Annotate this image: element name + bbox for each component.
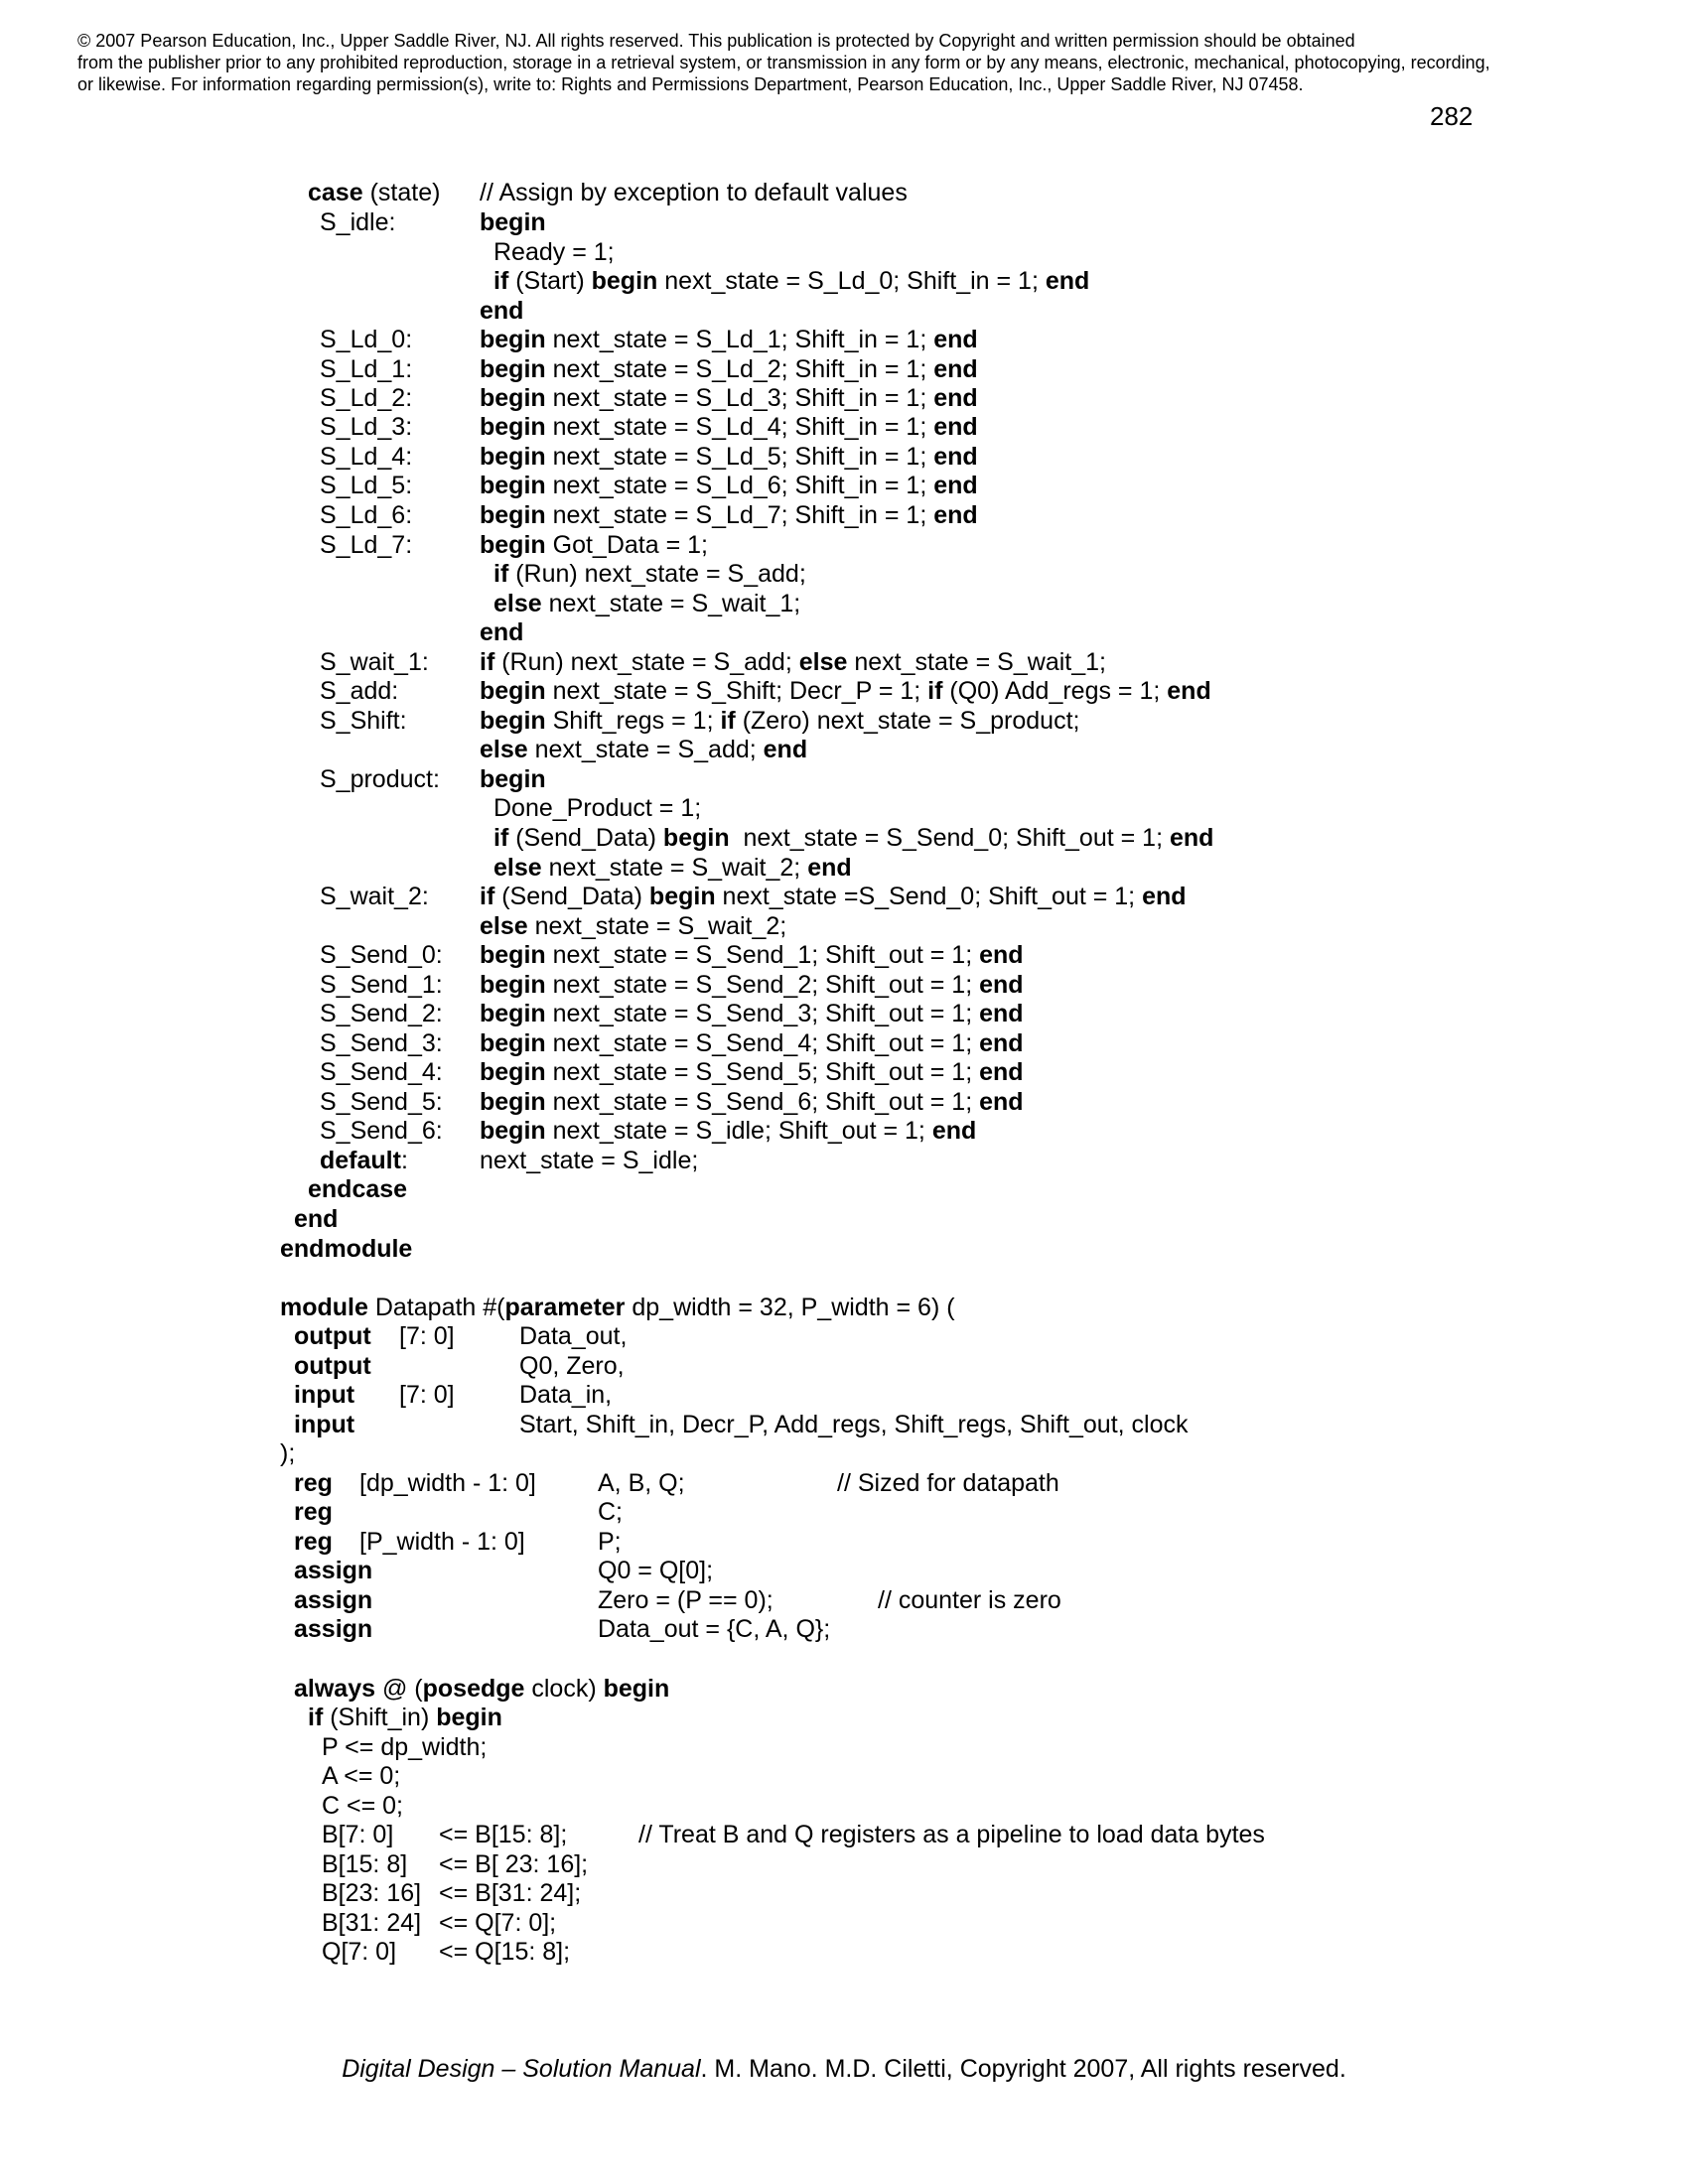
code-line bbox=[294, 1528, 333, 1557]
code-line bbox=[294, 1498, 333, 1527]
code-line bbox=[480, 531, 708, 560]
code-line bbox=[320, 971, 443, 1000]
code-line bbox=[320, 677, 398, 706]
code-text: A <= 0; bbox=[322, 1762, 401, 1790]
code-line bbox=[480, 443, 978, 472]
code-text: B[7: 0] bbox=[322, 1821, 394, 1848]
code-line bbox=[320, 1000, 443, 1028]
code-line bbox=[322, 1879, 421, 1908]
code-keyword: end bbox=[931, 1117, 977, 1145]
code-line bbox=[493, 238, 615, 267]
code-text: clock) bbox=[524, 1675, 604, 1703]
code-keyword: begin bbox=[603, 1675, 670, 1703]
code-keyword: begin bbox=[480, 384, 546, 412]
code-keyword: default bbox=[320, 1147, 401, 1174]
code-line bbox=[322, 1733, 487, 1762]
code-text: <= Q[7: 0]; bbox=[439, 1909, 557, 1937]
code-keyword: assign bbox=[294, 1615, 373, 1643]
code-keyword: end bbox=[480, 618, 524, 646]
code-keyword: end bbox=[979, 1029, 1024, 1057]
code-line bbox=[359, 1528, 525, 1557]
code-keyword: begin bbox=[480, 355, 546, 383]
code-keyword: begin bbox=[480, 1029, 546, 1057]
code-line bbox=[320, 765, 440, 794]
code-text: next_state = S_Ld_2; Shift_in = 1; bbox=[545, 355, 934, 383]
code-line bbox=[480, 971, 1024, 1000]
code-text: S_Send_5: bbox=[320, 1088, 443, 1116]
code-line bbox=[493, 560, 806, 589]
code-text: S_idle: bbox=[320, 208, 396, 236]
code-text: S_Send_2: bbox=[320, 1000, 443, 1027]
code-text: (Zero) next_state = S_product; bbox=[735, 707, 1080, 735]
code-keyword: begin bbox=[480, 765, 546, 793]
code-line bbox=[598, 1615, 830, 1644]
code-keyword: if bbox=[480, 648, 495, 676]
code-keyword: endmodule bbox=[280, 1235, 413, 1263]
code-line bbox=[294, 1352, 371, 1381]
code-text: Shift_regs = 1; bbox=[545, 707, 721, 735]
code-line bbox=[294, 1381, 354, 1410]
code-line bbox=[320, 384, 412, 413]
code-line bbox=[322, 1792, 403, 1821]
code-text: S_product: bbox=[320, 765, 440, 793]
footer-title: Digital Design – Solution Manual bbox=[342, 2055, 701, 2083]
code-line bbox=[480, 618, 523, 647]
code-text: next_state = S_Ld_3; Shift_in = 1; bbox=[545, 384, 934, 412]
code-line bbox=[493, 854, 852, 883]
code-keyword: end bbox=[933, 384, 978, 412]
code-text: : bbox=[400, 1147, 408, 1174]
code-line bbox=[598, 1586, 774, 1615]
code-text: (state) bbox=[362, 179, 441, 206]
code-keyword: reg bbox=[294, 1469, 333, 1497]
code-line bbox=[519, 1381, 612, 1410]
code-keyword: end bbox=[933, 443, 978, 471]
code-text: (Send_Data) bbox=[494, 883, 649, 910]
code-text: next_state = S_Ld_0; Shift_in = 1; bbox=[657, 267, 1046, 295]
code-text: S_add: bbox=[320, 677, 399, 705]
code-keyword: end bbox=[1142, 883, 1187, 910]
code-text: next_state = S_Send_3; Shift_out = 1; bbox=[545, 1000, 980, 1027]
code-text: Q0 = Q[0]; bbox=[598, 1557, 714, 1584]
code-line bbox=[598, 1557, 713, 1585]
code-line bbox=[320, 707, 407, 736]
code-text: Got_Data = 1; bbox=[545, 531, 708, 559]
footer-text: . M. Mano. M.D. Ciletti, Copyright 2007, All rights reserved. bbox=[700, 2055, 1346, 2083]
code-text: Start, Shift_in, Decr_P, Add_regs, Shift_regs, Shift_out, clock bbox=[519, 1411, 1189, 1438]
code-keyword: begin bbox=[480, 208, 546, 236]
code-keyword: begin bbox=[480, 1117, 546, 1145]
code-text: (Shift_in) bbox=[323, 1704, 437, 1731]
code-keyword: input bbox=[294, 1411, 355, 1438]
code-keyword: begin bbox=[480, 1058, 546, 1086]
code-line bbox=[322, 1762, 400, 1791]
code-text: B[23: 16] bbox=[322, 1879, 422, 1907]
code-line bbox=[320, 208, 395, 237]
code-line bbox=[320, 413, 412, 442]
code-keyword: if bbox=[927, 677, 943, 705]
code-keyword: else bbox=[493, 854, 542, 882]
code-text: <= B[ 23: 16]; bbox=[439, 1850, 589, 1878]
code-text: (Run) next_state = S_add; bbox=[508, 560, 806, 588]
code-line bbox=[294, 1675, 669, 1704]
code-keyword: end bbox=[933, 355, 978, 383]
code-keyword: begin bbox=[480, 326, 546, 353]
code-line bbox=[493, 590, 800, 618]
code-text: (Send_Data) bbox=[508, 824, 663, 852]
code-line bbox=[294, 1469, 333, 1498]
code-keyword: begin bbox=[480, 677, 546, 705]
code-line bbox=[294, 1586, 372, 1615]
copyright-line: © 2007 Pearson Education, Inc., Upper Saddle River, NJ. All rights reserved. This publication is protected by Copyright and written permission should be obtained bbox=[77, 31, 1355, 51]
code-text: S_Ld_3: bbox=[320, 413, 413, 441]
code-keyword: begin bbox=[480, 971, 546, 999]
code-text: <= Q[15: 8]; bbox=[439, 1938, 571, 1966]
code-text: S_Ld_5: bbox=[320, 472, 413, 499]
code-line bbox=[878, 1586, 1061, 1615]
code-keyword: end bbox=[1169, 824, 1214, 852]
code-keyword: if bbox=[493, 267, 509, 295]
code-text: (Start) bbox=[508, 267, 592, 295]
code-text: next_state = S_idle; bbox=[480, 1147, 699, 1174]
code-text: S_Shift: bbox=[320, 707, 407, 735]
code-text: next_state = S_Send_1; Shift_out = 1; bbox=[545, 941, 980, 969]
code-text: next_state = S_Send_4; Shift_out = 1; bbox=[545, 1029, 980, 1057]
code-line bbox=[320, 501, 412, 530]
code-text: S_Ld_2: bbox=[320, 384, 413, 412]
code-text: next_state = S_Send_2; Shift_out = 1; bbox=[545, 971, 980, 999]
code-text: next_state = S_wait_2; bbox=[527, 912, 787, 940]
code-text: S_Ld_7: bbox=[320, 531, 413, 559]
code-line bbox=[519, 1322, 627, 1351]
code-keyword: begin bbox=[480, 413, 546, 441]
code-line bbox=[322, 1821, 393, 1849]
code-text: // Treat B and Q registers as a pipeline to load data bytes bbox=[638, 1821, 1265, 1848]
code-text: [7: 0] bbox=[399, 1322, 455, 1350]
code-text: next_state = S_add; bbox=[527, 736, 764, 763]
code-text: next_state = S_Ld_4; Shift_in = 1; bbox=[545, 413, 934, 441]
code-keyword: if bbox=[493, 824, 509, 852]
code-text: dp_width = 32, P_width = 6) ( bbox=[625, 1294, 955, 1321]
code-line bbox=[837, 1469, 1059, 1498]
code-text: S_Ld_6: bbox=[320, 501, 413, 529]
code-text: S_wait_2: bbox=[320, 883, 429, 910]
code-keyword: if bbox=[308, 1704, 324, 1731]
code-line bbox=[480, 736, 807, 764]
code-line bbox=[439, 1850, 588, 1879]
code-keyword: output bbox=[294, 1352, 371, 1380]
code-line bbox=[308, 1175, 407, 1204]
code-text: next_state = S_wait_1; bbox=[847, 648, 1106, 676]
code-text: // Assign by exception to default values bbox=[480, 179, 908, 206]
code-text: next_state = S_Send_5; Shift_out = 1; bbox=[545, 1058, 980, 1086]
code-line bbox=[480, 1088, 1024, 1117]
code-line bbox=[439, 1821, 567, 1849]
code-keyword: begin bbox=[480, 531, 546, 559]
code-text: (Run) next_state = S_add; bbox=[494, 648, 799, 676]
code-line bbox=[480, 1058, 1024, 1087]
code-keyword: posedge bbox=[422, 1675, 525, 1703]
code-line bbox=[320, 443, 412, 472]
code-line bbox=[480, 297, 523, 326]
code-text: Data_out = {C, A, Q}; bbox=[598, 1615, 831, 1643]
code-text: P <= dp_width; bbox=[322, 1733, 488, 1761]
code-line bbox=[320, 1088, 443, 1117]
code-keyword: endcase bbox=[308, 1175, 408, 1203]
code-line bbox=[320, 883, 429, 911]
code-keyword: if bbox=[493, 560, 509, 588]
code-text: B[15: 8] bbox=[322, 1850, 408, 1878]
code-line bbox=[320, 941, 443, 970]
code-text: next_state = S_Shift; Decr_P = 1; bbox=[545, 677, 928, 705]
code-keyword: if bbox=[480, 883, 495, 910]
code-line bbox=[439, 1909, 556, 1938]
code-keyword: end bbox=[933, 326, 978, 353]
code-keyword: parameter bbox=[504, 1294, 626, 1321]
code-line bbox=[480, 413, 978, 442]
code-keyword: end bbox=[979, 941, 1024, 969]
code-text: next_state = S_Ld_6; Shift_in = 1; bbox=[545, 472, 934, 499]
code-line bbox=[480, 384, 978, 413]
code-keyword: module bbox=[280, 1294, 368, 1321]
code-text: Q[7: 0] bbox=[322, 1938, 397, 1966]
page-number: 282 bbox=[1430, 101, 1474, 131]
code-keyword: begin bbox=[480, 472, 546, 499]
code-line bbox=[480, 208, 546, 237]
code-keyword: input bbox=[294, 1381, 355, 1409]
code-keyword: begin bbox=[480, 1000, 546, 1027]
code-text: S_Send_6: bbox=[320, 1117, 443, 1145]
code-keyword: if bbox=[720, 707, 736, 735]
code-text: [P_width - 1: 0] bbox=[359, 1528, 525, 1556]
code-text: S_Ld_0: bbox=[320, 326, 413, 353]
code-keyword: end bbox=[763, 736, 808, 763]
code-text: (Q0) Add_regs = 1; bbox=[942, 677, 1168, 705]
code-line bbox=[322, 1909, 421, 1938]
code-line bbox=[320, 1029, 443, 1058]
code-text: C <= 0; bbox=[322, 1792, 403, 1820]
code-line bbox=[480, 1029, 1024, 1058]
code-keyword: begin bbox=[480, 443, 546, 471]
code-keyword: end bbox=[933, 413, 978, 441]
code-text: C; bbox=[598, 1498, 623, 1526]
code-keyword: else bbox=[480, 736, 528, 763]
code-line bbox=[480, 501, 978, 530]
code-line bbox=[399, 1322, 455, 1351]
code-line bbox=[598, 1498, 623, 1527]
code-keyword: assign bbox=[294, 1557, 373, 1584]
code-keyword: case bbox=[308, 179, 363, 206]
code-line bbox=[480, 648, 1106, 677]
code-text: S_Send_0: bbox=[320, 941, 443, 969]
code-text: next_state = S_Send_6; Shift_out = 1; bbox=[545, 1088, 980, 1116]
code-keyword: begin bbox=[662, 824, 730, 852]
code-line bbox=[294, 1205, 338, 1234]
code-keyword: end bbox=[1167, 677, 1211, 705]
code-text: S_Send_1: bbox=[320, 971, 443, 999]
code-text: // counter is zero bbox=[878, 1586, 1061, 1614]
code-text: next_state = S_wait_1; bbox=[541, 590, 801, 617]
code-line bbox=[320, 472, 412, 500]
code-keyword: end bbox=[933, 472, 978, 499]
code-text: next_state = S_Ld_5; Shift_in = 1; bbox=[545, 443, 934, 471]
code-keyword: end bbox=[294, 1205, 339, 1233]
code-text: ); bbox=[280, 1439, 296, 1467]
code-text: S_Ld_4: bbox=[320, 443, 413, 471]
code-text: A, B, Q; bbox=[598, 1469, 685, 1497]
code-line bbox=[320, 1147, 408, 1175]
code-text: next_state =S_Send_0; Shift_out = 1; bbox=[715, 883, 1143, 910]
code-line bbox=[320, 1117, 443, 1146]
code-keyword: end bbox=[1045, 267, 1090, 295]
code-keyword: reg bbox=[294, 1528, 333, 1556]
code-text: [7: 0] bbox=[399, 1381, 455, 1409]
code-keyword: end bbox=[979, 1088, 1024, 1116]
code-text: P; bbox=[598, 1528, 622, 1556]
code-line bbox=[294, 1322, 371, 1351]
code-line bbox=[480, 677, 1211, 706]
code-text: Zero = (P == 0); bbox=[598, 1586, 774, 1614]
code-keyword: else bbox=[480, 912, 528, 940]
code-line bbox=[320, 1058, 443, 1087]
code-keyword: end bbox=[807, 854, 852, 882]
code-line bbox=[480, 707, 1079, 736]
code-text: next_state = S_Send_0; Shift_out = 1; bbox=[729, 824, 1170, 852]
code-text: Q0, Zero, bbox=[519, 1352, 625, 1380]
code-line bbox=[480, 912, 786, 941]
code-line bbox=[280, 1235, 412, 1264]
code-line bbox=[598, 1528, 622, 1557]
code-line bbox=[280, 1439, 295, 1468]
code-line bbox=[480, 941, 1024, 970]
code-line bbox=[359, 1469, 536, 1498]
code-keyword: output bbox=[294, 1322, 371, 1350]
code-keyword: end bbox=[933, 501, 978, 529]
code-line bbox=[638, 1821, 1265, 1849]
code-line bbox=[480, 1000, 1024, 1028]
code-line bbox=[480, 883, 1187, 911]
code-line bbox=[439, 1938, 570, 1967]
code-keyword: end bbox=[979, 971, 1024, 999]
code-line bbox=[493, 794, 701, 823]
code-keyword: begin bbox=[480, 941, 546, 969]
code-keyword: begin bbox=[480, 707, 546, 735]
code-text: S_Send_4: bbox=[320, 1058, 443, 1086]
code-line bbox=[598, 1469, 685, 1498]
code-text: Data_in, bbox=[519, 1381, 613, 1409]
code-keyword: always bbox=[294, 1675, 376, 1703]
code-line bbox=[280, 1294, 955, 1322]
code-line bbox=[480, 765, 546, 794]
code-line bbox=[322, 1850, 407, 1879]
code-text: <= B[31: 24]; bbox=[439, 1879, 582, 1907]
code-text: <= B[15: 8]; bbox=[439, 1821, 568, 1848]
code-keyword: reg bbox=[294, 1498, 333, 1526]
code-line bbox=[308, 179, 440, 207]
code-line bbox=[519, 1352, 625, 1381]
code-line bbox=[308, 1704, 502, 1732]
code-text: Done_Product = 1; bbox=[493, 794, 702, 822]
code-line bbox=[294, 1557, 372, 1585]
code-line bbox=[320, 355, 412, 384]
code-line bbox=[294, 1615, 372, 1644]
footer bbox=[0, 2055, 1688, 2084]
code-keyword: begin bbox=[436, 1704, 502, 1731]
code-keyword: end bbox=[979, 1058, 1024, 1086]
code-line bbox=[480, 1117, 976, 1146]
code-line bbox=[320, 531, 412, 560]
code-text: S_wait_1: bbox=[320, 648, 429, 676]
code-line bbox=[322, 1938, 396, 1967]
code-line bbox=[493, 267, 1089, 296]
code-text: Data_out, bbox=[519, 1322, 628, 1350]
code-line bbox=[294, 1411, 354, 1439]
code-line bbox=[439, 1879, 581, 1908]
code-keyword: else bbox=[798, 648, 848, 676]
code-text: S_Send_3: bbox=[320, 1029, 443, 1057]
code-text: Datapath #( bbox=[367, 1294, 505, 1321]
code-line bbox=[399, 1381, 455, 1410]
copyright-line: from the publisher prior to any prohibited reproduction, storage in a retrieval system, or transmission in any form or by any means, electronic, mechanical, photocopying, recording, bbox=[77, 53, 1490, 72]
code-line bbox=[480, 472, 978, 500]
code-text: next_state = S_idle; Shift_out = 1; bbox=[545, 1117, 932, 1145]
code-keyword: begin bbox=[648, 883, 716, 910]
code-line bbox=[480, 326, 978, 354]
code-line bbox=[493, 824, 1213, 853]
code-text: // Sized for datapath bbox=[837, 1469, 1059, 1497]
code-keyword: begin bbox=[480, 501, 546, 529]
code-line bbox=[480, 179, 908, 207]
code-text: @ ( bbox=[375, 1675, 423, 1703]
code-line bbox=[519, 1411, 1189, 1439]
code-text: S_Ld_1: bbox=[320, 355, 413, 383]
code-keyword: begin bbox=[591, 267, 658, 295]
code-text: next_state = S_Ld_1; Shift_in = 1; bbox=[545, 326, 934, 353]
code-keyword: assign bbox=[294, 1586, 373, 1614]
code-keyword: end bbox=[480, 297, 524, 325]
code-text: B[31: 24] bbox=[322, 1909, 422, 1937]
copyright-line: or likewise. For information regarding permission(s), write to: Rights and Permissions Department, Pearson Education, Inc., Upper Saddle River, NJ 07458. bbox=[77, 74, 1304, 94]
code-line bbox=[320, 648, 429, 677]
code-text: [dp_width - 1: 0] bbox=[359, 1469, 536, 1497]
code-line bbox=[320, 326, 412, 354]
code-text: Ready = 1; bbox=[493, 238, 615, 266]
code-line bbox=[480, 355, 978, 384]
code-keyword: end bbox=[979, 1000, 1024, 1027]
code-text: next_state = S_Ld_7; Shift_in = 1; bbox=[545, 501, 934, 529]
code-keyword: begin bbox=[480, 1088, 546, 1116]
code-keyword: else bbox=[493, 590, 542, 617]
code-text: next_state = S_wait_2; bbox=[541, 854, 808, 882]
code-line bbox=[480, 1147, 698, 1175]
